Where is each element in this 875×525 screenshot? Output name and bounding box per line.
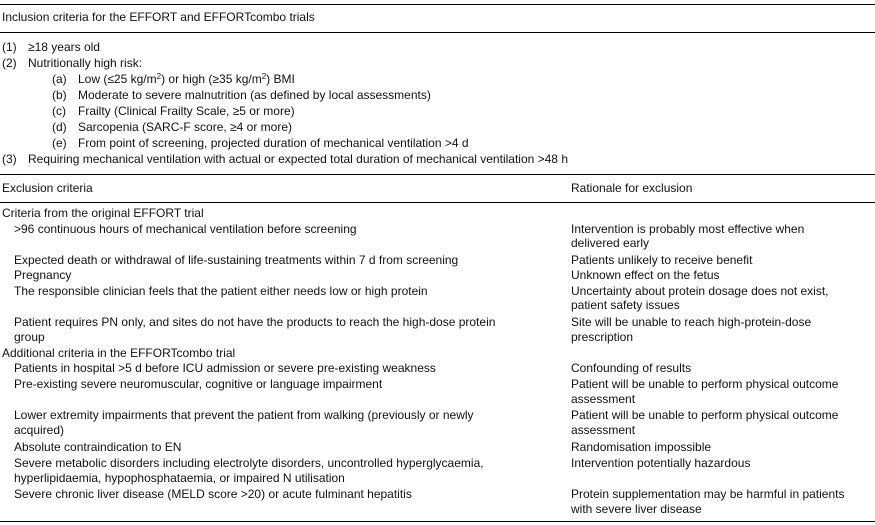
exclusion-row-8-rationale-cont: assessment <box>571 423 636 437</box>
group-additional-title: Additional criteria in the EFFORTcombo trial <box>2 346 236 360</box>
exclusion-row-8-rationale: Patient will be unable to perform physical outcome <box>571 408 839 422</box>
exclusion-row-4-rationale: Uncertainty about protein dosage does not exist, <box>571 284 829 298</box>
exclusion-row-4-rationale-cont: patient safety issues <box>571 298 680 312</box>
exclusion-row-1-rationale: Intervention is probably most effective when <box>571 222 805 236</box>
exclusion-row-7-rationale-cont: assessment <box>571 392 636 406</box>
exclusion-row-4-criteria: The responsible clinician feels that the patient either needs low or high protein <box>14 284 428 298</box>
exclusion-row-11-criteria: Severe chronic liver disease (MELD score >20) or acute fulminant hepatitis <box>14 487 412 501</box>
exclusion-row-9-rationale: Randomisation impossible <box>571 440 712 454</box>
exclusion-row-6-criteria: Patients in hospital >5 d before ICU admission or severe pre-existing weakness <box>14 361 436 375</box>
exclusion-header-rationale: Rationale for exclusion <box>571 181 693 195</box>
exclusion-row-10-criteria: Severe metabolic disorders including electrolyte disorders, uncontrolled hyperglycaemia, <box>14 456 484 470</box>
exclusion-row-6-rationale: Confounding of results <box>571 361 692 375</box>
exclusion-row-2-rationale: Patients unlikely to receive benefit <box>571 253 753 267</box>
exclusion-row-10-criteria-cont: hyperlipidaemia, hypophosphataemia, or impaired N utilisation <box>14 471 345 485</box>
exclusion-row-11-rationale-cont: with severe liver disease <box>571 502 702 516</box>
exclusion-row-3-criteria: Pregnancy <box>14 268 72 282</box>
inclusion-title-rule <box>0 32 875 33</box>
exclusion-row-5-rationale: Site will be unable to reach high-protein-dose <box>571 315 812 329</box>
exclusion-row-1-criteria: >96 continuous hours of mechanical ventilation before screening <box>14 222 357 236</box>
group-original-title: Criteria from the original EFFORT trial <box>2 206 204 220</box>
exclusion-header-criteria: Exclusion criteria <box>2 181 93 195</box>
exclusion-row-5-criteria-cont: group <box>14 330 45 344</box>
bottom-rule <box>0 521 875 522</box>
exclusion-top-rule <box>0 174 875 175</box>
exclusion-row-11-rationale: Protein supplementation may be harmful in patients <box>571 487 845 501</box>
exclusion-row-5-rationale-cont: prescription <box>571 330 634 344</box>
inclusion-title: Inclusion criteria for the EFFORT and EFFORTcombo trials <box>2 10 315 24</box>
exclusion-row-9-criteria: Absolute contraindication to EN <box>14 440 182 454</box>
exclusion-header-rule <box>0 202 875 203</box>
exclusion-row-2-criteria: Expected death or withdrawal of life-sustaining treatments within 7 d from screening <box>14 253 459 267</box>
exclusion-row-10-rationale: Intervention potentially hazardous <box>571 456 751 470</box>
exclusion-row-1-rationale-cont: delivered early <box>571 236 650 250</box>
exclusion-row-3-rationale: Unknown effect on the fetus <box>571 268 720 282</box>
exclusion-row-5-criteria: Patient requires PN only, and sites do not have the products to reach the high-dose protein <box>14 315 496 329</box>
exclusion-row-8-criteria-cont: acquired) <box>14 423 65 437</box>
top-rule <box>0 4 875 5</box>
exclusion-row-7-criteria: Pre-existing severe neuromuscular, cognitive or language impairment <box>14 377 383 391</box>
exclusion-row-7-rationale: Patient will be unable to perform physical outcome <box>571 377 839 391</box>
exclusion-row-8-criteria: Lower extremity impairments that prevent the patient from walking (previously or newly <box>14 408 474 422</box>
